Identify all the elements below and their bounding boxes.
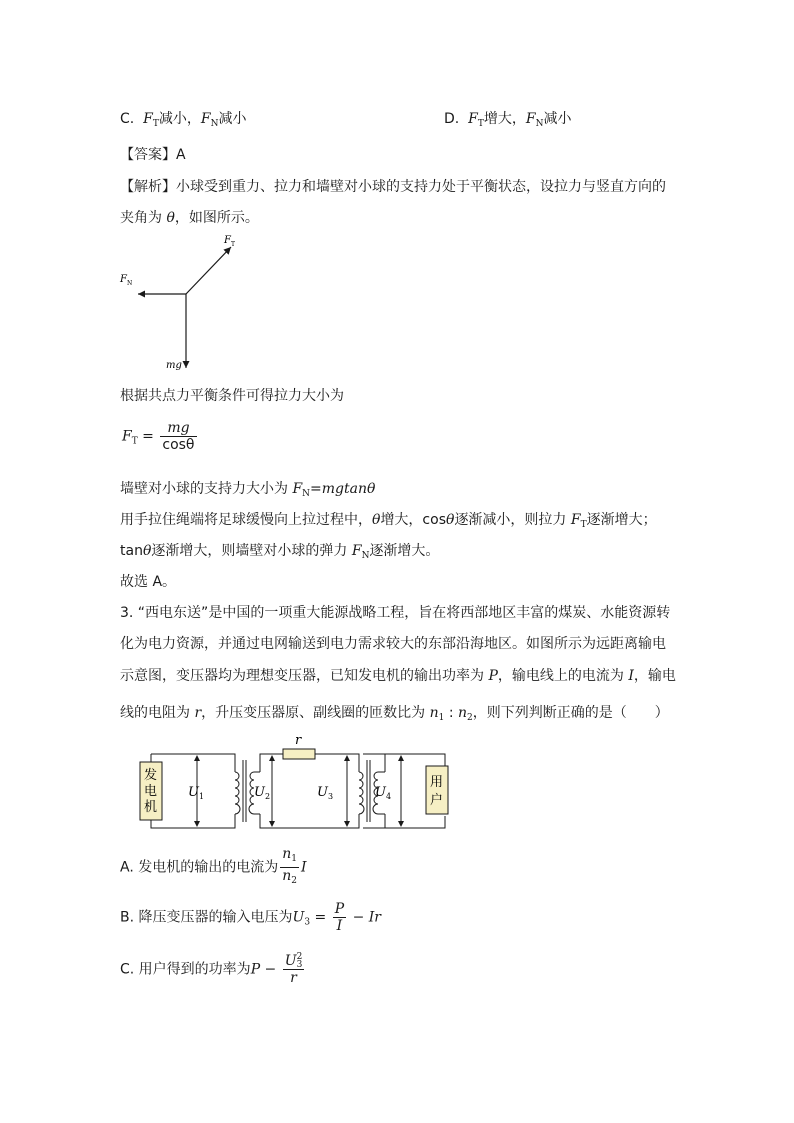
svg-text:用: 用 <box>430 775 444 790</box>
power-transmission-diagram <box>135 732 465 837</box>
resistor-label: r <box>295 733 302 748</box>
analysis-conclusion: 故选 A。 <box>120 574 177 590</box>
analysis-line-3: 根据共点力平衡条件可得拉力大小为 <box>120 388 344 404</box>
resistor-r <box>283 749 315 759</box>
analysis-line-4: 墙壁对小球的支持力大小为 $F_N=mgtan\theta$ <box>120 481 376 499</box>
fn-label: $F_N$ <box>120 274 133 287</box>
tension-arrow <box>186 247 231 294</box>
svg-text:发: 发 <box>144 768 158 783</box>
ft-label: $F_T$ <box>224 235 235 248</box>
svg-text:机: 机 <box>144 800 158 815</box>
option-d: D. $F_T$增大，$F_N$减小 <box>444 111 572 129</box>
q3-line-1: 3. “西电东送”是中国的一项重大能源战略工程，旨在将西部地区丰富的煤炭、水能资源转 <box>120 605 671 621</box>
q3-line-3: 示意图，变压器均为理想变压器，已知发电机的输出功率为 P，输电线上的电流为 I，输电 <box>120 668 676 684</box>
analysis-line-5: 用手拉住绳端将足球缓慢向上拉过程中，θ增大，cosθ逐渐减小，则拉力 $F_T$逐渐增大； <box>120 512 657 530</box>
equation-ft: $F_T$ = $\frac{mg}{\cos\theta}$ <box>122 420 195 453</box>
u4-label: $U_4$ <box>375 785 392 801</box>
mg-label: mg <box>166 360 182 371</box>
q3-option-c: C. 用户得到的功率为P − U 2 3 r <box>120 952 303 986</box>
u1-label: $U_1$ <box>188 785 205 801</box>
svg-text:电: 电 <box>144 784 158 799</box>
u3-label: $U_3$ <box>317 785 334 801</box>
fraction-mg-cos: $\frac{mg}{\cos\theta}$ <box>162 420 195 453</box>
q3-option-a: A. 发电机的输出的电流为 $\frac{n_1}{n_2}$ I <box>120 846 307 886</box>
q3-line-4: 线的电阻为 r，升压变压器原、副线圈的匝数比为 $n_1$ : $n_2$，则下列判断正确的是（ ） <box>120 705 669 723</box>
force-diagram <box>110 228 260 378</box>
svg-text:户: 户 <box>430 793 444 808</box>
option-c: C. $F_T$减小，$F_N$减小 <box>120 111 247 129</box>
analysis-line-1: 【解析】小球受到重力、拉力和墙壁对小球的支持力处于平衡状态，设拉力与竖直方向的 <box>120 179 666 195</box>
q3-line-2: 化为电力资源，并通过电网输送到电力需求较大的东部沿海地区。如图所示为远距离输电 <box>120 636 666 652</box>
q3-option-b: B. 降压变压器的输入电压为$U_3$ = $\frac{P}{I}$ − Ir <box>120 901 381 934</box>
u2-label: $U_2$ <box>254 785 271 801</box>
analysis-line-2: 夹角为 θ，如图所示。 <box>120 210 259 226</box>
answer-line: 【答案】A <box>120 147 186 163</box>
analysis-line-6: tanθ逐渐增大，则墙壁对小球的弹力 $F_N$逐渐增大。 <box>120 543 440 561</box>
